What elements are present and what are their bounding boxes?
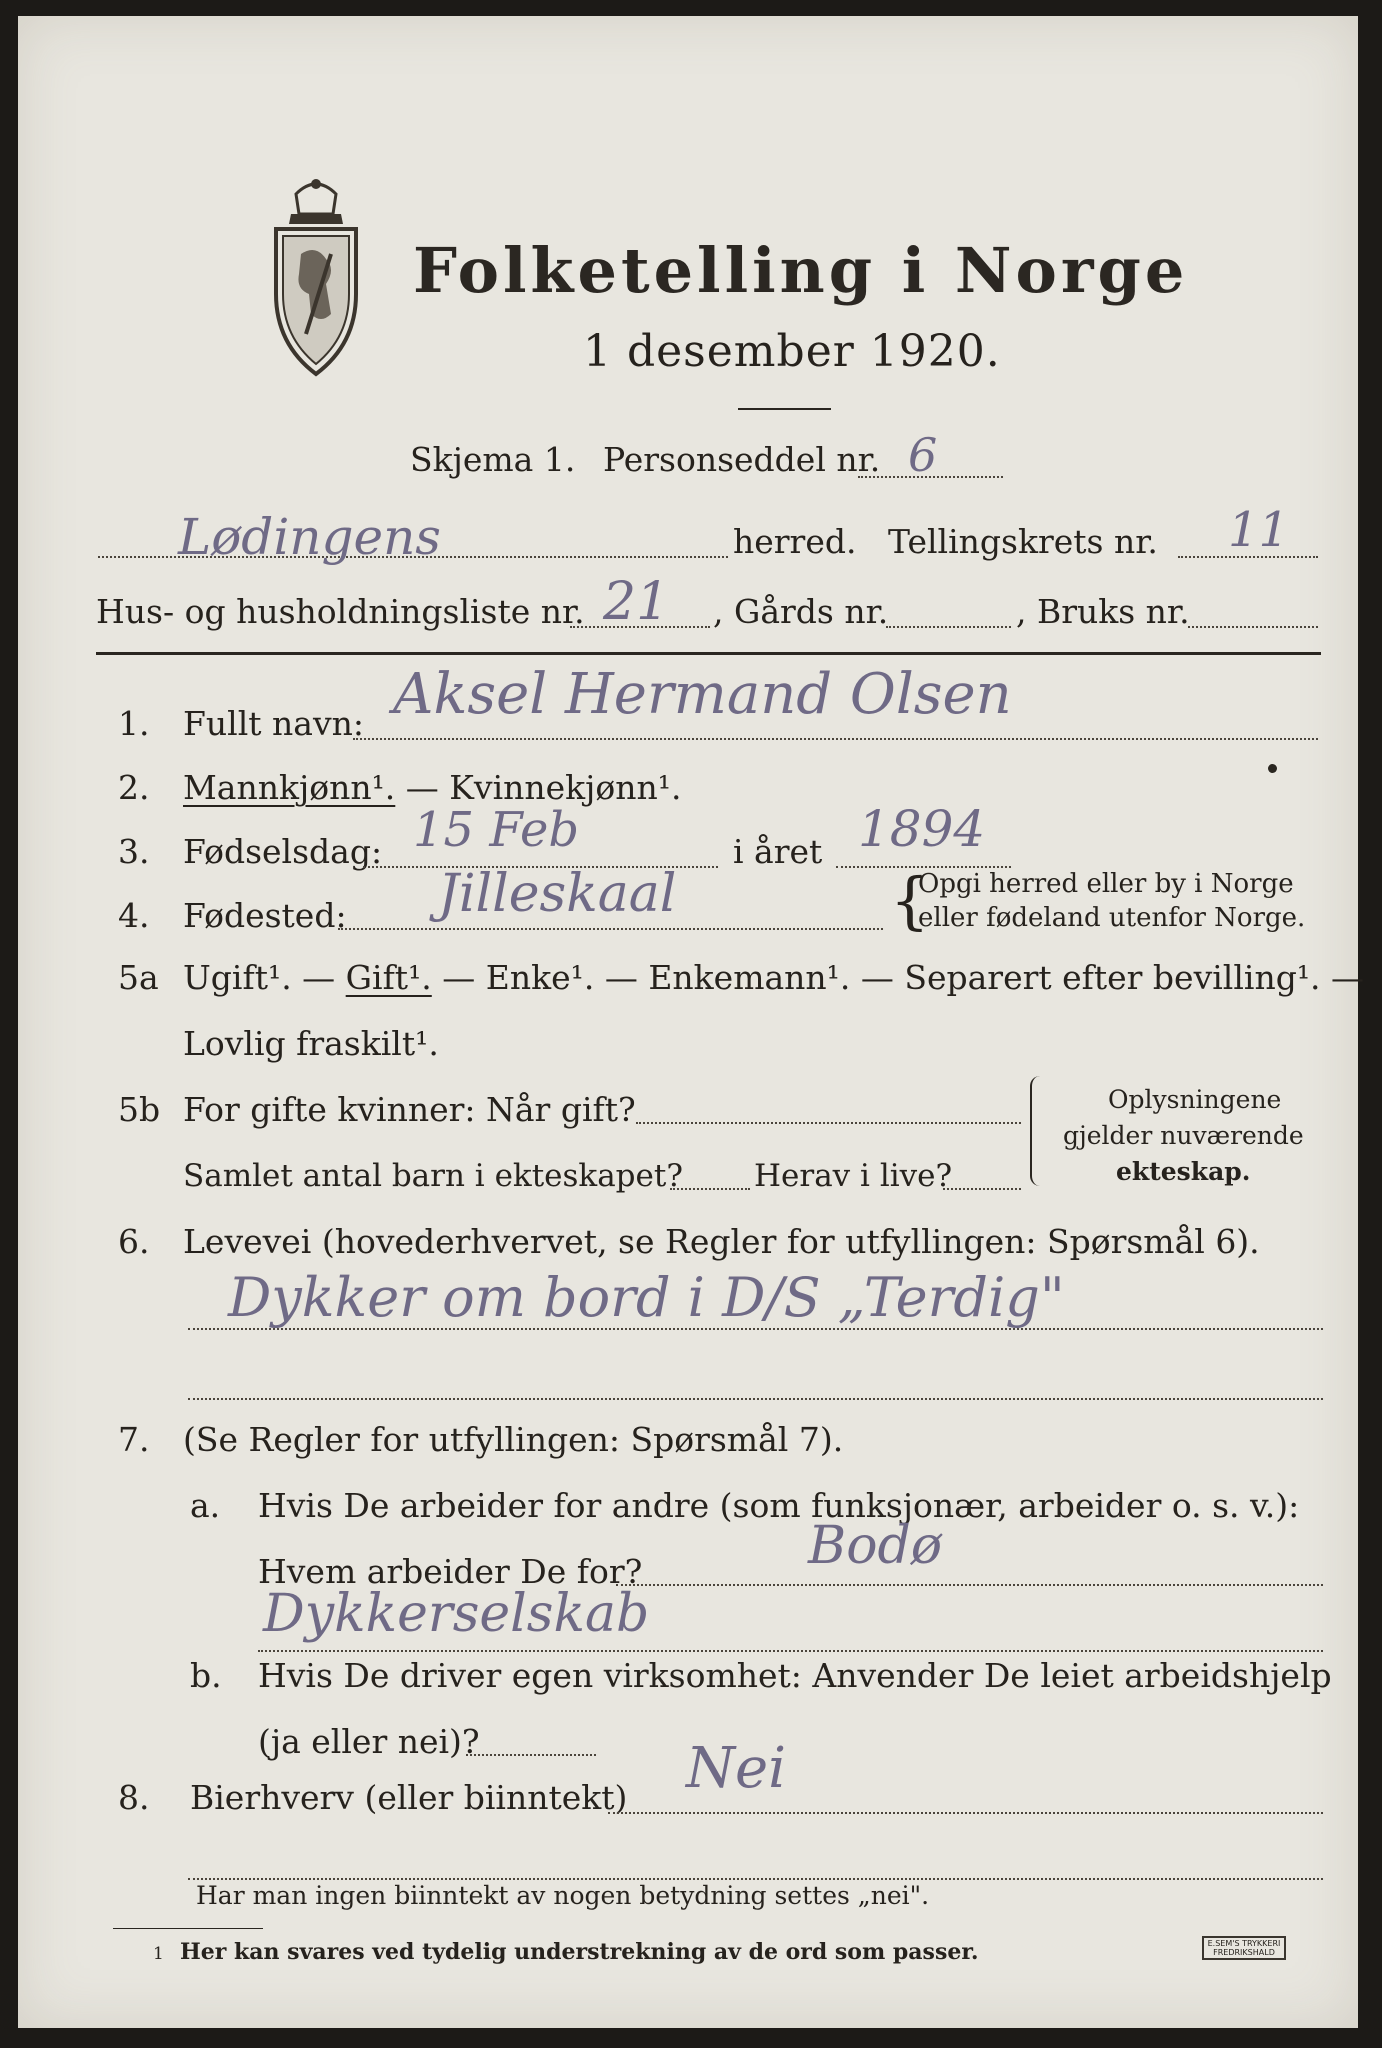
household-list-label: Hus- og husholdningsliste nr. <box>96 592 585 631</box>
form-date: 1 desember 1920. <box>583 326 1001 377</box>
q7a-letter: a. <box>190 1486 221 1525</box>
q5a-options: Ugift¹. — Gift¹. — Enke¹. — Enkemann¹. — Separert efter bevilling¹. — <box>183 958 1365 997</box>
birthplace-value: Jilleskaal <box>438 864 677 924</box>
q3-number: 3. <box>118 832 150 871</box>
birth-day-value: 15 Feb <box>413 802 580 858</box>
tellingskrets-value: 11 <box>1228 502 1290 558</box>
married-option: Gift¹. <box>345 958 432 997</box>
q2-options: Mannkjønn¹. — Kvinnekjønn¹. <box>183 768 682 807</box>
brace-icon: { <box>890 864 930 937</box>
schema-label: Skjema 1. <box>410 440 576 479</box>
q2-number: 2. <box>118 768 150 807</box>
q3-label: Fødselsdag: <box>183 832 383 871</box>
q7-label: (Se Regler for utfyllingen: Spørsmål 7). <box>183 1420 844 1459</box>
q5b-when-married-label: For gifte kvinner: Når gift? <box>183 1090 636 1129</box>
footnote-mark: 1 <box>153 1944 164 1964</box>
employer-place-value: Bodø <box>808 1516 943 1576</box>
birth-year-value: 1894 <box>858 800 986 858</box>
full-name-value: Aksel Hermand Olsen <box>393 662 1012 727</box>
q7b-text: Hvis De driver egen virksomhet: Anvender De leiet arbeidshjelp <box>258 1656 1332 1695</box>
personseddel-label: Personseddel nr. <box>603 440 881 479</box>
q1-number: 1. <box>118 704 150 743</box>
q7-number: 7. <box>118 1420 150 1459</box>
q4-label: Fødested: <box>183 896 347 935</box>
q4-number: 4. <box>118 896 150 935</box>
q7b-question: (ja eller nei)? <box>258 1722 480 1761</box>
q8-label: Bierhverv (eller biinntekt) <box>190 1778 628 1817</box>
unmarried-option: Ugift¹. <box>183 958 292 997</box>
q4-note-line1: Opgi herred eller by i Norge <box>918 869 1294 899</box>
bracket-icon <box>1030 1076 1046 1186</box>
q5b-note-line1: Oplysningene <box>1108 1085 1282 1114</box>
q7a-text: Hvis De arbeider for andre (som funksjonær, arbeider o. s. v.): <box>258 1486 1300 1525</box>
q5a-number: 5a <box>118 958 159 997</box>
side-income-value: Nei <box>686 1736 787 1801</box>
footer-note: Har man ingen biinntekt av nogen betydning settes „nei". <box>196 1881 930 1910</box>
herred-value: Lødingens <box>178 508 441 566</box>
q4-note-line2: eller fødeland utenfor Norge. <box>918 903 1306 933</box>
q8-number: 8. <box>118 1778 150 1817</box>
census-form-sheet <box>18 16 1365 2028</box>
bruks-label: , Bruks nr. <box>1016 592 1190 631</box>
footnote-divider <box>113 1928 263 1929</box>
year-label: i året <box>733 832 823 871</box>
occupation-value: Dykker om bord i D/S „Terdig" <box>228 1266 1065 1329</box>
female-option: Kvinnekjønn¹. <box>449 768 682 807</box>
q5b-alive-label: Herav i live? <box>754 1158 953 1194</box>
footnote-text: Her kan svares ved tydelig understrekning av de ord som passer. <box>180 1939 979 1965</box>
title-divider <box>738 408 831 410</box>
q6-number: 6. <box>118 1222 150 1261</box>
q5b-note-line3: ekteskap. <box>1116 1157 1251 1186</box>
q5b-number: 5b <box>118 1090 161 1129</box>
form-title: Folketelling i Norge <box>413 234 1189 307</box>
q7b-letter: b. <box>190 1656 222 1695</box>
q5b-children-label: Samlet antal barn i ekteskapet? <box>183 1158 683 1194</box>
q7a-question: Hvem arbeider De for? <box>258 1552 643 1591</box>
ink-dot <box>1268 764 1277 773</box>
coat-of-arms-icon <box>261 174 371 384</box>
q6-label: Levevei (hovederhvervet, se Regler for utfyllingen: Spørsmål 6). <box>183 1222 1260 1261</box>
household-list-value: 21 <box>603 572 670 632</box>
other-status-options: — Enke¹. — Enkemann¹. — Separert efter bevilling¹. — <box>431 958 1365 997</box>
gards-label: , Gårds nr. <box>713 592 889 631</box>
employer-name-value: Dykkerselskab <box>263 1584 650 1644</box>
q5b-note-line2: gjelder nuværende <box>1063 1121 1304 1150</box>
q1-label: Fullt navn: <box>183 704 364 743</box>
male-option: Mannkjønn¹. <box>183 768 396 807</box>
tellingskrets-label: Tellingskrets nr. <box>888 522 1158 561</box>
herred-label: herred. <box>733 522 857 561</box>
divorced-option: Lovlig fraskilt¹. <box>183 1024 439 1063</box>
printer-stamp: E.SEM'S TRYKKERI FREDRIKSHALD <box>1202 1936 1286 1960</box>
personseddel-value: 6 <box>908 428 938 482</box>
header-divider <box>96 652 1321 655</box>
